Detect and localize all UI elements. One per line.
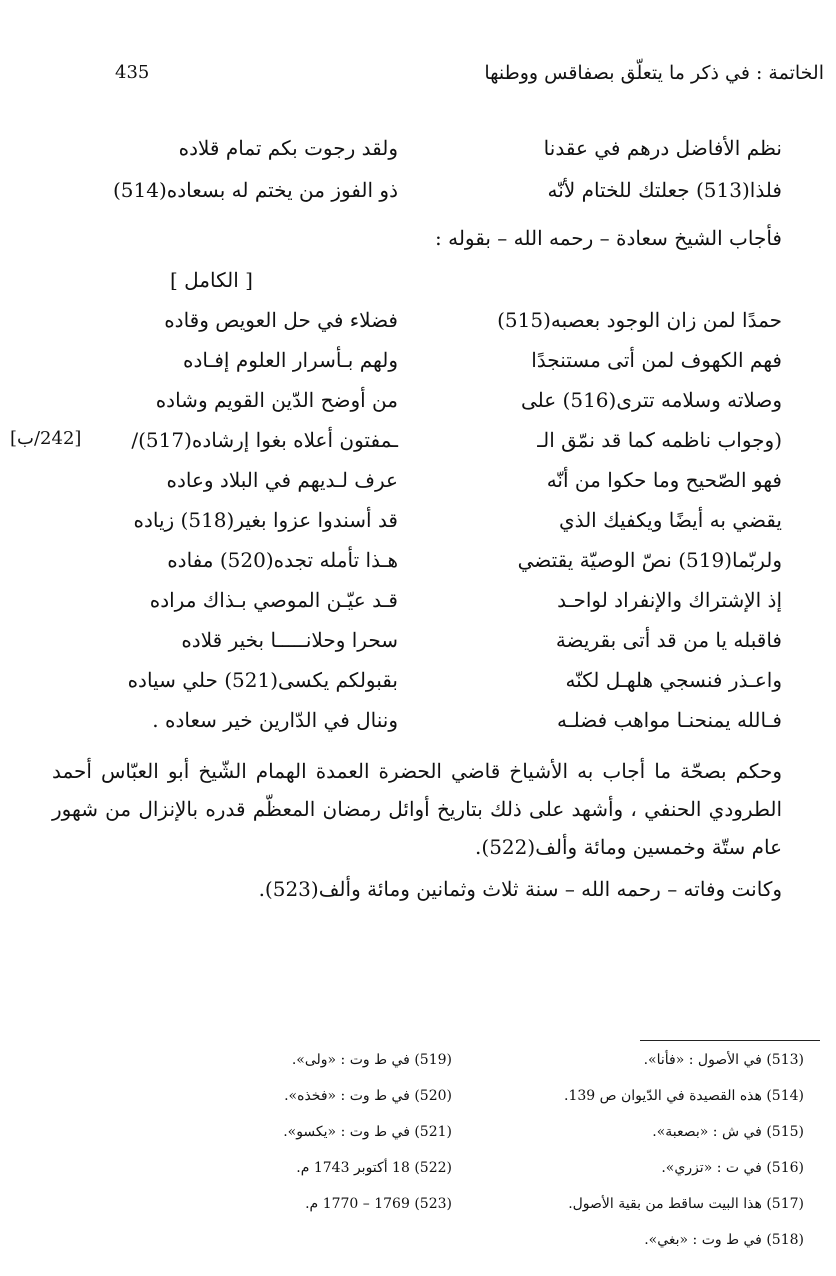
- verse-hemistich-right: إذ الإشتراك والإنفراد لواحـد: [557, 588, 782, 612]
- manuscript-folio-marker: [242/ب]: [10, 428, 82, 449]
- page-number: 435: [115, 62, 150, 83]
- verse-hemistich-left: بقبولكم يكسى(521) حلي سياده: [127, 668, 398, 692]
- footnote: (522) 18 أكتوبر 1743 م.: [296, 1160, 452, 1176]
- meter-label: [ الكامل ]: [170, 268, 253, 292]
- footnote-separator: [640, 1040, 820, 1041]
- verse-hemistich-right: يقضي به أيضًا ويكفيك الذي: [558, 508, 782, 532]
- verse-hemistich-left: فضلاء في حل العويص وقاده: [164, 308, 398, 332]
- verse-hemistich-right: (وجواب ناظمه كما قد نمّق الـ: [537, 428, 782, 452]
- verse-hemistich-right: فهو الصّحيح وما حكوا من أنّه: [546, 468, 782, 492]
- verse-hemistich-left: من أوضح الدّين القويم وشاده: [155, 388, 398, 412]
- verse-hemistich-right: فاقبله يا من قد أتى بقريضة: [555, 628, 782, 652]
- prose-paragraph: وحكم بصحّة ما أجاب به الأشياخ قاضي الحضرة العمدة الهمام الشّيخ أبو العبّاس أحمد الطرودي الحنفي ، وأشهد على ذلك بتاريخ أوائل رمضان المعظّم قدره بالإنزال من شهور عام ستّة وخمسين ومائة وألف(522).: [52, 759, 782, 859]
- verse-hemistich-right: فهم الكهوف لمن أتى مستنجدًا: [531, 348, 782, 372]
- response-intro: فأجاب الشيخ سعادة – رحمه الله – بقوله :: [435, 226, 782, 250]
- footnote: (514) هذه القصيدة في الدّيوان ص 139.: [564, 1088, 804, 1104]
- verse-hemistich-right: فـالله يمنحنـا مواهب فضلـه: [557, 708, 782, 732]
- footnote: (518) في ط وت : «بغي».: [644, 1232, 804, 1248]
- verse-hemistich-left: قـد عيّـن الموصي بـذاك مراده: [149, 588, 398, 612]
- verse-hemistich-left: ـمفتون أعلاه بغوا إرشاده(517)/: [131, 428, 398, 452]
- footnote: (521) في ط وت : «يكسو».: [283, 1124, 452, 1140]
- verse-hemistich-right: واعـذر فنسجي هلهـل لكنّه: [565, 668, 782, 692]
- footnote: (523) 1769 – 1770 م.: [305, 1196, 452, 1212]
- verse-hemistich-left: قد أسندوا عزوا بغير(518) زياده: [133, 508, 398, 532]
- verse-hemistich-right: حمدًا لمن زان الوجود بعصبه(515): [497, 308, 782, 332]
- verse-hemistich-right: وصلاته وسلامه تترى(516) على: [520, 388, 782, 412]
- verse-hemistich-left: وننال في الدّارين خير سعاده .: [152, 708, 398, 732]
- footnote: (520) في ط وت : «فخذه».: [284, 1088, 452, 1104]
- footnote: (513) في الأصول : «فأنا».: [643, 1052, 804, 1068]
- verse-hemistich-right: فلذا(513) جعلتك للختام لأنّه: [547, 178, 782, 202]
- verse-hemistich-left: ولهم بـأسرار العلوم إفـاده: [183, 348, 398, 372]
- prose-paragraph: وكانت وفاته – رحمه الله – سنة ثلاث وثمانين ومائة وألف(523).: [258, 877, 782, 901]
- footnote: (516) في ت : «تزري».: [661, 1160, 804, 1176]
- verse-hemistich-right: نظم الأفاضل درهم في عقدنا: [543, 136, 782, 160]
- verse-hemistich-left: هـذا تأمله تجده(520) مفاده: [167, 548, 398, 572]
- footnote: (519) في ط وت : «ولى».: [291, 1052, 452, 1068]
- verse-hemistich-right: ولربّما(519) نصّ الوصيّة يقتضي: [517, 548, 782, 572]
- verse-hemistich-left: ذو الفوز من يختم له بسعاده(514): [112, 178, 398, 202]
- footnote: (515) في ش : «بصعبة».: [652, 1124, 804, 1140]
- verse-hemistich-left: عرف لـديهم في البلاد وعاده: [166, 468, 398, 492]
- verse-hemistich-left: سحرا وحلانـــــا بخير قلاده: [181, 628, 398, 652]
- running-header: الخاتمة : في ذكر ما يتعلّق بصفاقس ووطنها: [484, 62, 824, 84]
- verse-hemistich-left: ولقد رجوت بكم تمام قلاده: [178, 136, 398, 160]
- footnote: (517) هذا البيت ساقط من بقية الأصول.: [568, 1196, 804, 1212]
